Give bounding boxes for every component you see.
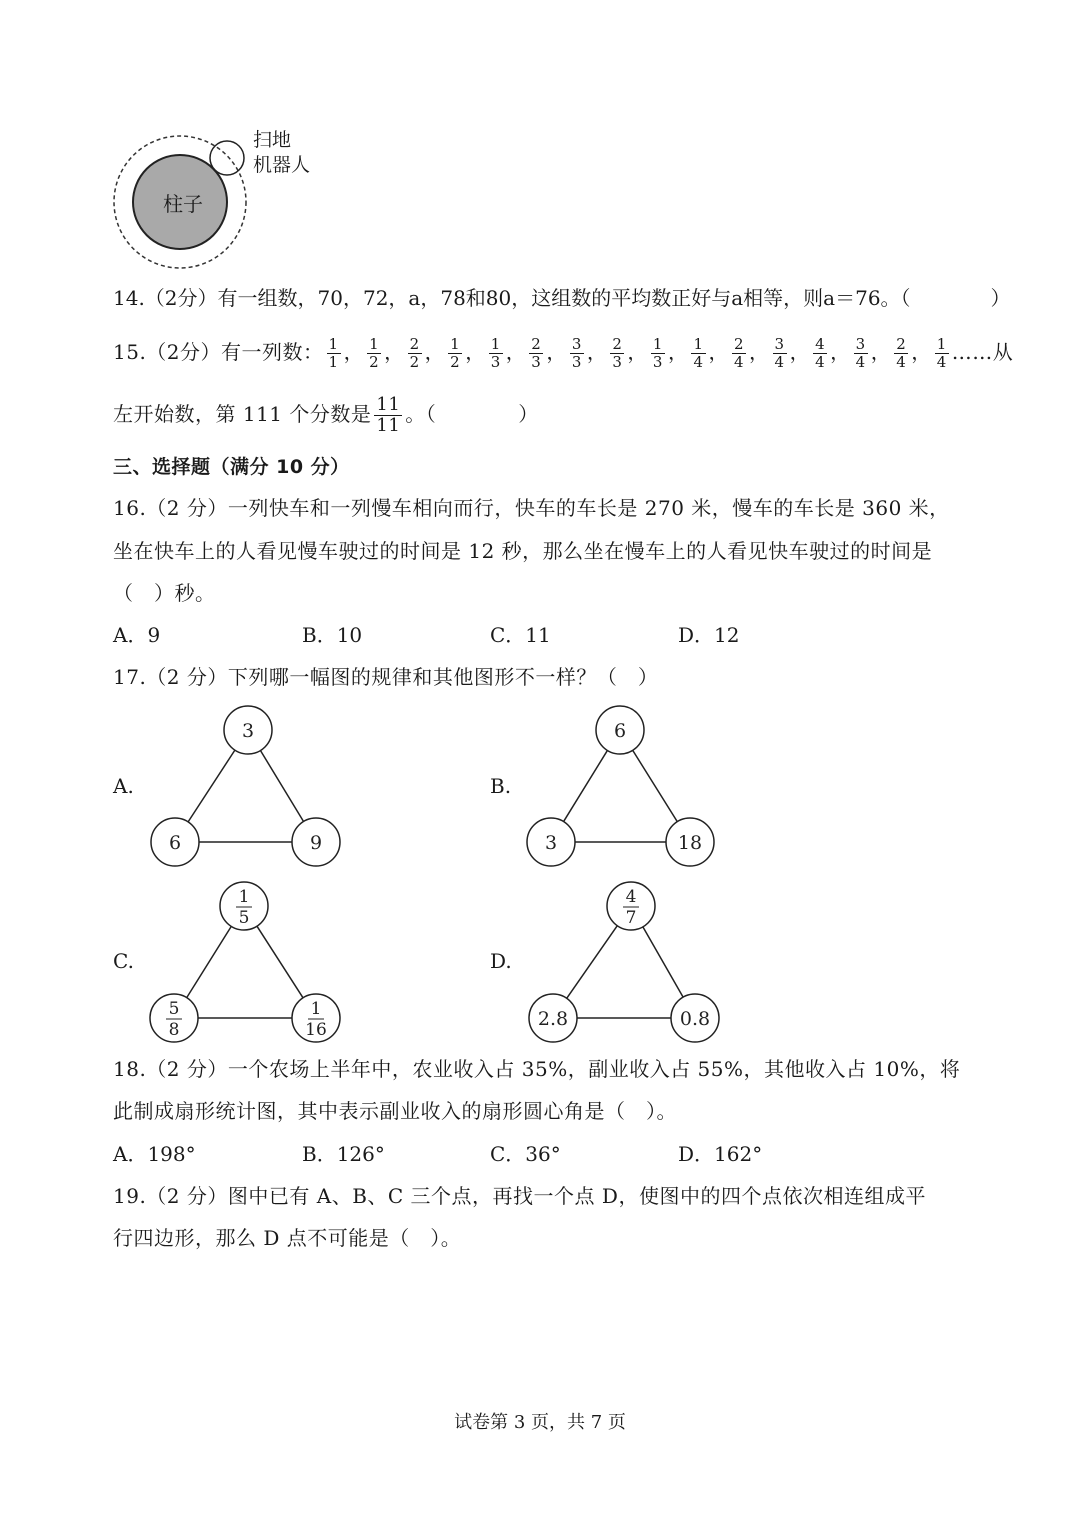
node-denominator: 16: [305, 1020, 327, 1040]
sequence-separator: ，: [749, 340, 770, 364]
node-value: 6: [168, 832, 182, 854]
fraction-numerator: 1: [936, 335, 947, 353]
question-19-line2: 行四边形，那么 D 点不可能是（ ）。: [113, 1226, 462, 1250]
question-18-line1: 18.（2 分）一个农场上半年中，农业收入占 35%，副业收入占 55%，其他收入占 10%，将: [113, 1057, 961, 1081]
fraction-numerator: 3: [571, 335, 582, 353]
question-18-line2: 此制成扇形统计图，其中表示副业收入的扇形圆心角是（ ）。: [113, 1099, 677, 1123]
fraction-numerator: 2: [734, 335, 745, 353]
node-value: 3: [241, 720, 255, 742]
triangle-edge: [643, 927, 683, 997]
sequence-separator: ，: [627, 340, 648, 364]
node-value: 9: [309, 832, 323, 854]
sequence-separator: ，: [384, 340, 405, 364]
fraction-denominator: 2: [450, 353, 461, 371]
fraction-numerator: 1: [328, 335, 339, 353]
q17-option-d-label[interactable]: D.: [490, 949, 512, 973]
fraction-denominator: 4: [936, 353, 947, 371]
sequence-separator: ，: [870, 340, 892, 364]
question-14: 14.（2分）有一组数，70，72，a，78和80，这组数的平均数正好与a相等，则a＝76。（ ）: [113, 286, 1011, 310]
fraction-denominator: 4: [815, 353, 826, 371]
q16-option-d[interactable]: D．12: [678, 623, 740, 647]
section-3-title: 三、选择题（满分 10 分）: [113, 456, 350, 478]
sequence-separator: ，: [586, 340, 608, 364]
triangle-figure-c: [150, 882, 340, 1042]
q16-option-b[interactable]: B．10: [302, 623, 363, 647]
question-15-line2-suffix: 。（ ）: [405, 402, 539, 426]
sequence-separator: ，: [708, 340, 729, 364]
pillar-label: 柱子: [163, 192, 203, 216]
node-value: 18: [677, 832, 703, 854]
sequence-separator: ，: [424, 340, 446, 364]
fraction-numerator: 3: [774, 335, 785, 353]
q18-option-c[interactable]: C．36°: [490, 1142, 561, 1166]
node-numerator: 4: [625, 887, 637, 907]
q17-option-a-label[interactable]: A.: [113, 774, 134, 798]
fraction-denominator: 1: [328, 353, 339, 371]
sequence-separator: ，: [789, 340, 811, 364]
q16-option-a[interactable]: A．9: [113, 623, 161, 647]
question-17-stem: 17.（2 分）下列哪一幅图的规律和其他图形不一样？（ ）: [113, 665, 659, 689]
fraction-denominator: 2: [369, 353, 380, 371]
answer-denominator: 11: [376, 415, 401, 436]
sequence-separator: ，: [505, 340, 527, 364]
fraction-denominator: 4: [774, 353, 785, 371]
fraction-numerator: 2: [612, 335, 623, 353]
node-denominator: 8: [168, 1020, 180, 1040]
node-numerator: 1: [310, 999, 322, 1019]
robot-label-line2: 机器人: [253, 154, 311, 176]
triangle-edge: [567, 926, 618, 999]
triangle-figure-b: [527, 706, 714, 866]
q17-option-b-label[interactable]: B.: [490, 774, 512, 798]
question-15-line2-prefix: 左开始数，第 111 个分数是: [113, 402, 372, 426]
fraction-numerator: 3: [855, 335, 866, 353]
fraction-denominator: 4: [734, 353, 745, 371]
fraction-denominator: 3: [652, 353, 663, 371]
fraction-numerator: 2: [531, 335, 542, 353]
page-footer: 试卷第 3 页，共 7 页: [454, 1412, 626, 1433]
node-value: 6: [613, 720, 627, 742]
fraction-numerator: 4: [815, 335, 826, 353]
sequence-separator: ，: [343, 340, 365, 364]
triangle-edge: [187, 926, 232, 997]
node-value: 0.8: [679, 1008, 711, 1030]
fraction-denominator: 4: [855, 353, 866, 371]
node-value: 2.8: [537, 1008, 569, 1030]
question-15-suffix: ……从: [951, 340, 1014, 364]
fraction-denominator: 4: [896, 353, 907, 371]
sequence-separator: ，: [546, 340, 567, 364]
fraction-denominator: 4: [693, 353, 704, 371]
node-numerator: 1: [238, 887, 250, 907]
triangle-edge: [260, 751, 303, 822]
sequence-separator: ，: [465, 340, 486, 364]
answer-numerator: 11: [376, 394, 401, 415]
triangle-figure-a: [151, 706, 340, 866]
node-numerator: 5: [168, 999, 180, 1019]
fraction-numerator: 1: [369, 335, 380, 353]
node-denominator: 5: [238, 908, 250, 928]
triangle-edge: [188, 750, 235, 822]
fraction-numerator: 1: [652, 335, 663, 353]
fraction-numerator: 2: [896, 335, 907, 353]
q18-option-a[interactable]: A．198°: [113, 1142, 196, 1166]
fraction-numerator: 1: [490, 335, 501, 353]
sequence-separator: ，: [667, 340, 689, 364]
triangle-edge: [564, 750, 608, 821]
question-16-line3: （ ）秒。: [113, 581, 216, 605]
triangle-edge: [257, 926, 303, 998]
node-value: 3: [544, 832, 558, 854]
question-16-line2: 坐在快车上的人看见慢车驶过的时间是 12 秒，那么坐在慢车上的人看见快车驶过的时间是: [113, 539, 933, 563]
triangle-edge: [633, 750, 678, 821]
q18-option-b[interactable]: B．126°: [302, 1142, 385, 1166]
question-15-prefix: 15.（2分）有一列数：: [113, 340, 324, 364]
fraction-denominator: 3: [531, 353, 542, 371]
fraction-numerator: 1: [450, 335, 461, 353]
fraction-numerator: 1: [693, 335, 704, 353]
node-denominator: 7: [625, 908, 637, 928]
q18-option-d[interactable]: D．162°: [678, 1142, 763, 1166]
fraction-denominator: 3: [612, 353, 623, 371]
sequence-separator: ，: [911, 340, 932, 364]
fraction-denominator: 3: [571, 353, 582, 371]
question-16-line1: 16.（2 分）一列快车和一列慢车相向而行，快车的车长是 270 米，慢车的车长是 360 米，: [113, 496, 950, 520]
q17-option-c-label[interactable]: C.: [113, 949, 134, 973]
question-19-line1: 19.（2 分）图中已有 A、B、C 三个点，再找一个点 D，使图中的四个点依次相连组成平: [113, 1184, 926, 1208]
fraction-denominator: 3: [490, 353, 501, 371]
fraction-denominator: 2: [409, 353, 420, 371]
robot-label-line1: 扫地: [253, 129, 292, 151]
sequence-separator: ，: [830, 340, 851, 364]
fraction-numerator: 2: [409, 335, 420, 353]
q16-option-c[interactable]: C．11: [490, 623, 551, 647]
triangle-figure-d: [529, 882, 719, 1042]
